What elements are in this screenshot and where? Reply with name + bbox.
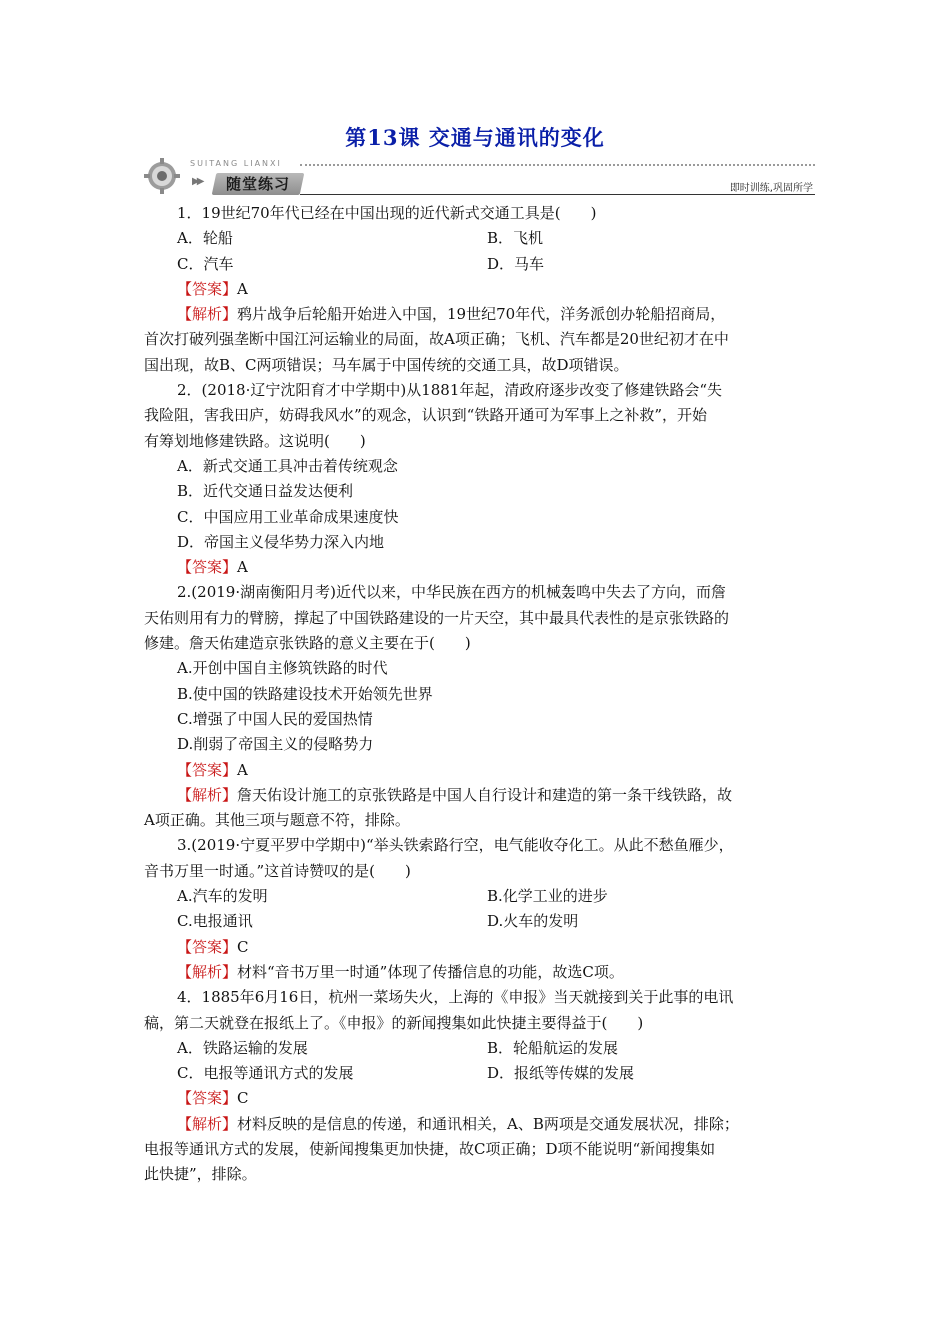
- analysis-tag: 【解析】: [177, 785, 238, 804]
- analysis-line: [144, 783, 812, 808]
- analysis-tag: 【解析】: [177, 305, 238, 324]
- answer-value: A: [237, 760, 248, 779]
- question-stem: 稿，第二天就登在报纸上了。《申报》的新闻搜集如此快捷主要得益于( ): [144, 1013, 644, 1032]
- solid-divider: [300, 194, 815, 195]
- option-row: [144, 252, 812, 277]
- option-d: D．马车: [487, 254, 545, 273]
- option-c: C．电报等通讯方式的发展: [177, 1064, 354, 1083]
- banner-label: 随堂练习: [225, 175, 290, 193]
- question-stem: 2．(2018·辽宁沈阳育才中学期中)从1881年起，清政府逐步改变了修建铁路会“失: [177, 381, 723, 400]
- answer-tag: 【答案】: [177, 1089, 238, 1108]
- option-a: A．轮船: [177, 229, 233, 248]
- banner-english: SUITANG LIANXI: [190, 159, 282, 168]
- option-d: D.火车的发明: [487, 912, 579, 931]
- analysis-text: 此快捷”，排除。: [144, 1165, 257, 1184]
- answer-tag: 【答案】: [177, 558, 238, 577]
- answer-value: C: [237, 937, 249, 956]
- question-stem: 1．19世纪70年代已经在中国出现的近代新式交通工具是( ): [177, 204, 597, 222]
- question-stem: 有筹划地修建铁路。这说明( ): [144, 431, 366, 450]
- dotted-divider: [300, 164, 815, 166]
- option-a: A．新式交通工具冲击着传统观念: [177, 456, 398, 475]
- option-c: C．汽车: [177, 254, 234, 273]
- option-row: [144, 909, 812, 934]
- arrow-icon: ▶▶: [192, 176, 202, 187]
- option-d: D.削弱了帝国主义的侵略势力: [177, 735, 374, 754]
- option-d: D．帝国主义侵华势力深入内地: [177, 532, 385, 551]
- answer-line: [144, 1086, 812, 1111]
- question-stem: 天佑则用有力的臂膀，撑起了中国铁路建设的一片天空，其中最具代表性的是京张铁路的: [144, 608, 730, 627]
- option-row: [144, 1061, 812, 1086]
- option-b: B.使中国的铁路建设技术开始领先世界: [177, 684, 433, 703]
- analysis-line: [144, 1112, 812, 1137]
- analysis-line: [144, 960, 812, 985]
- option-c: C.增强了中国人民的爱国热情: [177, 709, 373, 728]
- option-a: A．铁路运输的发展: [177, 1038, 308, 1057]
- section-banner: [140, 156, 815, 200]
- exercise-content: [144, 201, 812, 1188]
- analysis-tag: 【解析】: [177, 962, 238, 981]
- answer-line: [144, 935, 812, 960]
- option-b: B．近代交通日益发达便利: [177, 482, 354, 501]
- option-row: [144, 1036, 812, 1061]
- option-d: D．报纸等传媒的发展: [487, 1064, 635, 1083]
- option-a: A.开创中国自主修筑铁路的时代: [177, 659, 388, 678]
- option-c: C．中国应用工业革命成果速度快: [177, 507, 399, 526]
- option-b: B.化学工业的进步: [487, 887, 608, 906]
- answer-line: [144, 555, 812, 580]
- answer-value: A: [237, 558, 248, 577]
- answer-line: [144, 758, 812, 783]
- answer-tag: 【答案】: [177, 760, 238, 779]
- question-stem: 我险阻，害我田庐，妨碍我风水”的观念，认识到“铁路开通可为军事上之补救”，开始: [144, 406, 708, 425]
- answer-tag: 【答案】: [177, 937, 238, 956]
- answer-value: C: [237, 1089, 249, 1108]
- answer-tag: 【答案】: [177, 279, 238, 298]
- answer-value: A: [237, 279, 248, 298]
- analysis-text: 材料反映的是信息的传递，和通讯相关，A、B两项是交通发展状况，排除；: [237, 1114, 739, 1133]
- option-b: B．轮船航运的发展: [487, 1038, 619, 1057]
- option-a: A.汽车的发明: [177, 887, 268, 906]
- analysis-text: 首次打破列强垄断中国江河运输业的局面，故A项正确；飞机、汽车都是20世纪初才在中: [144, 330, 729, 349]
- question-stem: 4．1885年6月16日，杭州一菜场失火，上海的《申报》当天就接到关于此事的电讯: [177, 988, 734, 1007]
- page-title: 第13课 交通与通讯的变化: [345, 125, 605, 150]
- option-row: [144, 884, 812, 909]
- analysis-text: 詹天佑设计施工的京张铁路是中国人自行设计和建造的第一条干线铁路，故: [237, 785, 733, 804]
- question-stem: 2.(2019·湖南衡阳月考)近代以来，中华民族在西方的机械轰鸣中失去了方向，而詹: [177, 583, 726, 602]
- option-row: [144, 226, 812, 251]
- analysis-line: [144, 302, 812, 327]
- analysis-text: 国出现，故B、C两项错误；马车属于中国传统的交通工具，故D项错误。: [144, 355, 629, 374]
- banner-label-box: [212, 173, 305, 195]
- answer-line: [144, 277, 812, 302]
- question-stem: 音书万里一时通。”这首诗赞叹的是( ): [144, 861, 411, 880]
- option-b: B．飞机: [487, 229, 544, 248]
- analysis-tag: 【解析】: [177, 1114, 238, 1133]
- analysis-text: 电报等通讯方式的发展，使新闻搜集更加快捷，故C项正确；D项不能说明“新闻搜集如: [144, 1139, 716, 1158]
- question-stem: 3.(2019·宁夏平罗中学期中)“举头铁索路行空，电气能收夺化工。从此不愁鱼雁少，: [177, 836, 734, 855]
- analysis-text: A项正确。其他三项与题意不符，排除。: [144, 811, 410, 830]
- gear-icon: [144, 158, 180, 194]
- analysis-text: 鸦片战争后轮船开始进入中国，19世纪70年代，洋务派创办轮船招商局，: [237, 305, 726, 324]
- question-stem: 修建。詹天佑建造京张铁路的意义主要在于( ): [144, 634, 471, 653]
- option-c: C.电报通讯: [177, 912, 253, 931]
- banner-slogan: 即时训练,巩固所学: [729, 183, 813, 194]
- analysis-text: 材料“音书万里一时通”体现了传播信息的功能，故选C项。: [237, 962, 624, 981]
